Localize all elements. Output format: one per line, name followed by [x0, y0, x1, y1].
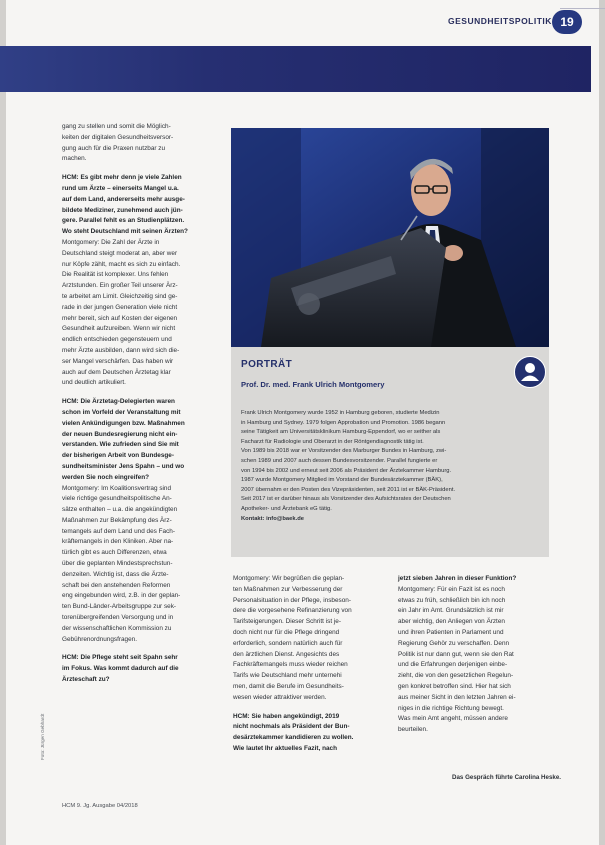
text-line: gen konkret betroffen sind. Hier hat sich	[398, 682, 511, 690]
text-line: gung auch für die Praxen nutzbar zu	[62, 144, 166, 152]
section-title: GESUNDHEITSPOLITIK	[448, 16, 552, 26]
person-silhouette-icon	[514, 356, 546, 388]
text-line: schon im Vorfeld der Veranstaltung mit	[62, 408, 181, 416]
text-line: kräftemangels in den Kliniken. Aber na-	[62, 538, 174, 546]
text-line: sundheitsminister Jens Spahn – und wo	[62, 462, 185, 470]
text-line: im Fokus. Was kommt dadurch auf die	[62, 665, 179, 673]
text-line: ten Maßnahmen zur Verbesserung der	[233, 585, 343, 593]
text-line: Facharzt für Radiologie und Oberarzt in der Röntgendiagnostik tätig ist.	[241, 438, 424, 445]
text-line: der bisherigen Arbeit von Bundesge-	[62, 452, 174, 460]
text-line: gere. Parallel fehlt es an Studienplätzen.	[62, 217, 185, 225]
text-line: wesen wieder attraktiver werden.	[233, 693, 327, 701]
portrait-name: Prof. Dr. med. Frank Ulrich Montgomery	[241, 380, 385, 389]
text-line: 2007 übernahm er den Posten des Vizepräsidenten, seit 2011 ist er BÄK-Präsident.	[241, 486, 456, 493]
text-line: und deutlich artikuliert.	[62, 379, 126, 387]
text-line: der neuen Bundesregierung nicht ein-	[62, 430, 178, 438]
portrait-heading: PORTRÄT	[241, 359, 293, 370]
answer-4	[398, 585, 548, 736]
text-line: Arztstunden. Ein großer Teil unserer Ärz-	[62, 282, 178, 290]
text-line: Gesundheit aufzureiben. Wenn wir nicht	[62, 325, 176, 333]
photo-credit: Foto: Jürgen Gebhardt	[40, 713, 45, 760]
paragraph-intro	[62, 122, 226, 165]
text-line: HCM: Die Ärztetag-Delegierten waren	[62, 398, 175, 406]
text-line: gang zu stellen und somit die Möglich-	[62, 123, 171, 130]
column-left	[62, 122, 226, 686]
question-4	[233, 712, 392, 755]
text-line: vielen Ankündigungen bzw. Maßnahmen	[62, 419, 185, 427]
text-line: nur Köpfe zählt, macht es sich zu einfach.	[62, 260, 181, 268]
text-line: und die Erfahrungen derjenigen einbe-	[398, 661, 508, 669]
text-line: zieht, die von den gesetzlichen Regelun-	[398, 672, 514, 680]
text-line: mehr Ärzte ausbilden, dann wird sich die-	[62, 346, 180, 354]
question-2	[62, 397, 226, 483]
text-line: den ärztlichen Dienst. Angesichts des	[233, 650, 340, 658]
question-1	[62, 173, 226, 238]
text-line: schaft bei den anstehenden Reformen	[62, 581, 171, 589]
answer-2	[62, 484, 226, 646]
text-line: auch auf dem Deutschen Ärztetag klar	[62, 368, 171, 376]
text-line: Tarifs wie Deutschland mehr unternehi	[233, 672, 342, 680]
text-line: verstanden. Wie zufrieden sind Sie mit	[62, 441, 179, 449]
text-line: HCM: Die Pflege steht seit Spahn sehr	[62, 654, 178, 662]
text-line: von 1994 bis 2002 und erneut seit 2006 als Präsident der Ärztekammer Hamburg.	[241, 467, 452, 474]
text-line: dere die vorgesehene Refinanzierung von	[233, 607, 352, 615]
text-line: Was mein Amt angeht, müssen andere	[398, 715, 508, 723]
text-line: Wo steht Deutschland mit seinen Ärzten?	[62, 228, 188, 236]
text-line: Montgomery: Für ein Fazit ist es noch	[398, 585, 505, 593]
text-line: Montgomery: Im Koalitionsvertrag sind	[62, 484, 172, 492]
text-line: der wissenschaftlichen Kommission zu	[62, 624, 172, 632]
page-number-badge: 19	[552, 10, 582, 34]
text-line: endlich entschieden gegensteuern und	[62, 336, 172, 344]
text-line: torenübergreifenden Versorgung und in	[62, 614, 174, 622]
text-line: nicht nochmals als Präsident der Bun-	[233, 723, 350, 731]
text-line: schen 1989 und 2007 auch dessen Bundesvorsitzender. Parallel fungierte er	[241, 457, 438, 464]
speaker-at-podium-image	[231, 128, 549, 347]
text-line: Personalsituation in der Pflege, insbeson-	[233, 596, 351, 604]
column-middle	[233, 574, 392, 755]
text-line: Die Realität ist komplexer. Uns fehlen	[62, 271, 169, 279]
text-line: eng eingebunden wird, z.B. in der geplan-	[62, 592, 181, 600]
text-line: ten Bund-Länder-Arbeitsgruppe zur sek-	[62, 603, 177, 611]
text-line: türlich gibt es auch Differenzen, etwa	[62, 549, 167, 557]
text-line: seine Tätigkeit am Universitätsklinikum Hamburg-Eppendorf, wo er seither als	[241, 429, 441, 436]
text-line: etwas zu früh, schließlich bin ich noch	[398, 596, 506, 604]
text-line: Frank Ulrich Montgomery wurde 1952 in Hamburg geboren, studierte Medizin	[241, 410, 440, 416]
text-line: Seit 2017 ist er darüber hinaus als Vorsitzender des Aufsichtsrates der Deutschen	[241, 496, 451, 503]
text-line: mehr bereit, sich auf Kosten der eigenen	[62, 314, 178, 322]
text-line: erforderlich, sondern natürlich auch für	[233, 639, 343, 647]
page-footer: HCM 9. Jg. Ausgabe 04/2018	[62, 803, 138, 809]
page-edge-right	[599, 0, 605, 845]
text-line: über die geplanten Mindestsprechstun-	[62, 560, 173, 568]
text-line: Von 1989 bis 2018 war er Vorsitzender des Marburger Bundes in Hamburg, zwi-	[241, 448, 447, 455]
text-line: Tarifsteigerungen. Dieser Schritt ist je-	[233, 618, 341, 626]
text-line: HCM: Sie haben angekündigt, 2019	[233, 712, 340, 720]
text-line: niges in die richtige Richtung bewegt.	[398, 704, 504, 712]
text-line: Montgomery: Wir begrüßen die geplan-	[233, 575, 345, 582]
text-line: rade in der jungen Generation viele nicht	[62, 303, 178, 311]
answer-1	[62, 238, 226, 389]
text-line: Fachkräftemangels muss wieder reichen	[233, 661, 348, 669]
text-line: Ärzteschaft zu?	[62, 676, 110, 684]
text-line: keiten der digitalen Gesundheitsversor-	[62, 133, 174, 141]
text-line: und ihren Patienten in Parlament und	[398, 628, 504, 636]
text-line: Politik ist nur dann gut, wenn sie den Rat	[398, 650, 514, 658]
text-line: jetzt sieben Jahren in dieser Funktion?	[398, 575, 517, 582]
text-line: Maßnahmen zur Bekämpfung des Ärz-	[62, 516, 172, 524]
text-line: ein Jahr im Amt. Grundsätzlich ist mir	[398, 607, 504, 615]
text-line: Apotheker- und Ärztebank eG tätig.	[241, 505, 332, 512]
text-line: beurteilen.	[398, 726, 428, 734]
text-line: Deutschland steigt moderat an, aber wer	[62, 249, 178, 257]
text-line: te arbeitet am Limit. Gleichzeitig sind ge-	[62, 292, 178, 300]
answer-3	[233, 574, 392, 704]
portrait-infobox	[231, 347, 549, 557]
text-line: doch nicht nur für die Pflege dringend	[233, 628, 340, 636]
text-line: ser Mangel verschärfen. Das haben wir	[62, 357, 174, 365]
text-line: viele richtige gesundheitspolitische An-	[62, 495, 172, 503]
text-line: Wie lautet Ihr aktuelles Fazit, nach	[233, 744, 337, 752]
header-rule	[560, 8, 605, 9]
question-4-end	[398, 574, 548, 585]
text-line: 1987 wurde Montgomery Mitglied im Vorstand der Bundesärztekammer (BÄK),	[241, 477, 443, 484]
page-edge-left	[0, 0, 6, 845]
text-line: sätze enthalten – u.a. die angekündigten	[62, 506, 178, 514]
text-line: aber wichtig, den Anliegen von Ärzten	[398, 618, 505, 626]
header-band	[0, 46, 591, 92]
text-line: Montgomery: Die Zahl der Ärzte in	[62, 238, 160, 246]
column-right	[398, 574, 548, 736]
text-line: aus meiner Sicht in den letzten Jahren ei-	[398, 693, 516, 701]
portrait-contact: Kontakt: info@baek.de	[241, 515, 304, 522]
text-line: Regierung Gehör zu verschaffen. Denn	[398, 639, 510, 647]
text-line: in Hamburg und Sydney. 1979 folgen Approbation und Promotion. 1986 begann	[241, 419, 446, 426]
text-line: Gebührenordnungsfragen.	[62, 635, 137, 643]
text-line: HCM: Es gibt mehr denn je viele Zahlen	[62, 174, 182, 182]
text-line: bildete Mediziner, zunehmend auch jün-	[62, 206, 183, 214]
text-line: machen.	[62, 155, 87, 163]
portrait-bio	[241, 409, 539, 524]
question-3	[62, 653, 226, 685]
text-line: auf dem Land, andererseits mehr ausge-	[62, 195, 185, 203]
text-line: denzeiten. Wichtig ist, dass die Ärzte-	[62, 570, 169, 578]
text-line: rund um Ärzte – einerseits Mangel u.a.	[62, 184, 179, 192]
text-line: temangels auf dem Land und des Fach-	[62, 527, 175, 535]
interview-signoff: Das Gespräch führte Carolina Heske.	[452, 774, 562, 781]
portrait-photo	[231, 128, 549, 347]
text-line: men, damit die Berufe im Gesundheits-	[233, 682, 344, 690]
text-line: werden Sie noch eingreifen?	[62, 473, 150, 481]
text-line: desärztekammer kandidieren zu wollen.	[233, 734, 354, 742]
